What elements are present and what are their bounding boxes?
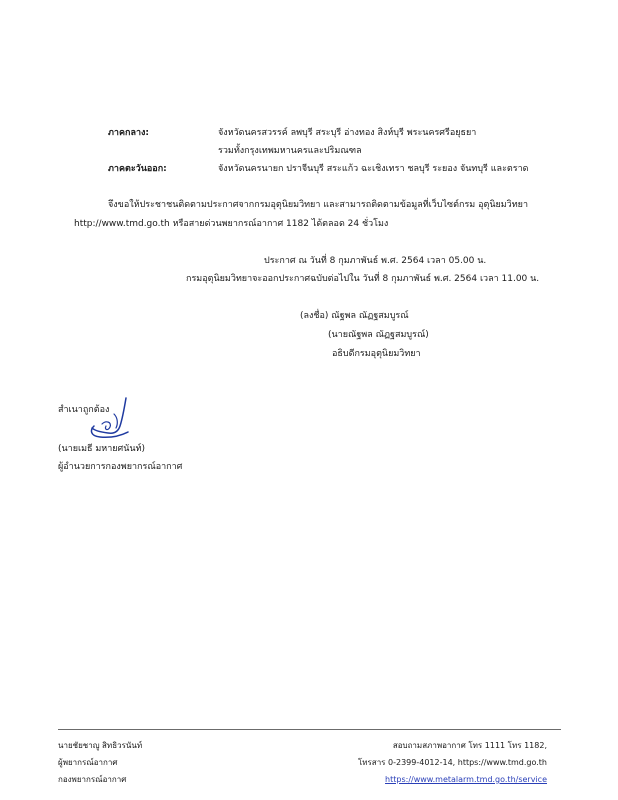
notice-paragraph-line-2: http://www.tmd.go.th หรือสายด่วนพยากรณ์อากาศ 1182 ได้ตลอด 24 ชั่วโมง [74, 219, 389, 229]
handwritten-signature [80, 396, 140, 442]
next-announce-date: กรมอุตุนิยมวิทยาจะออกประกาศฉบับต่อไปใน วันที่ 8 กุมภาพันธ์ พ.ศ. 2564 เวลา 11.00 น. [186, 274, 540, 284]
region-central-line-2: รวมทั้งกรุงเทพมหานครและปริมณฑล [218, 146, 362, 156]
footer-left-line-1: นายชัยชาญู สิทธิวรนันท์ [58, 741, 143, 750]
footer-contact-line-1: สอบถามสภาพอากาศ โทร 1111 โทร 1182, [392, 741, 547, 750]
signatory-title: อธิบดีกรมอุตุนิยมวิทยา [332, 349, 421, 359]
signatory-name: (นายณัฐพล ณัฏฐสมบูรณ์) [328, 330, 429, 340]
notice-paragraph-line-1: จึงขอให้ประชาชนติดตามประกาศจากกรมอุตุนิยมวิทยา และสามารถติดตามข้อมูลที่เว็บไซต์กรม อุตุนิยมวิทยา [108, 200, 528, 210]
region-central-line-1: จังหวัดนครสวรรค์ ลพบุรี สระบุรี อ่างทอง สิงห์บุรี พระนครศรีอยุธยา [218, 128, 477, 138]
region-east-line-1: จังหวัดนครนายก ปราจีนบุรี สระแก้ว ฉะเชิงเทรา ชลบุรี ระยอง จันทบุรี และตราด [218, 164, 529, 174]
certified-copy-header: สำเนาถูกต้อง [58, 405, 110, 415]
certified-name: (นายเมธี มหายศนันท์) [58, 444, 146, 454]
metalarm-service-link[interactable]: https://www.metalarm.tmd.go.th/service [385, 775, 547, 784]
signed-line: (ลงชื่อ) ณัฐพล ณัฏฐสมบูรณ์ [300, 311, 409, 321]
footer-divider [58, 729, 561, 730]
region-label-central: ภาคกลาง: [108, 128, 150, 138]
announce-date: ประกาศ ณ วันที่ 8 กุมภาพันธ์ พ.ศ. 2564 เวลา 05.00 น. [264, 256, 487, 266]
region-label-east: ภาคตะวันออก: [108, 164, 167, 174]
footer-contact-line-2: โทรสาร 0-2399-4012-14, https://www.tmd.go.th [357, 758, 547, 767]
footer-left-line-3: กองพยากรณ์อากาศ [58, 775, 127, 784]
certified-title: ผู้อำนวยการกองพยากรณ์อากาศ [58, 462, 183, 472]
footer-left-line-2: ผู้พยากรณ์อากาศ [58, 758, 118, 767]
